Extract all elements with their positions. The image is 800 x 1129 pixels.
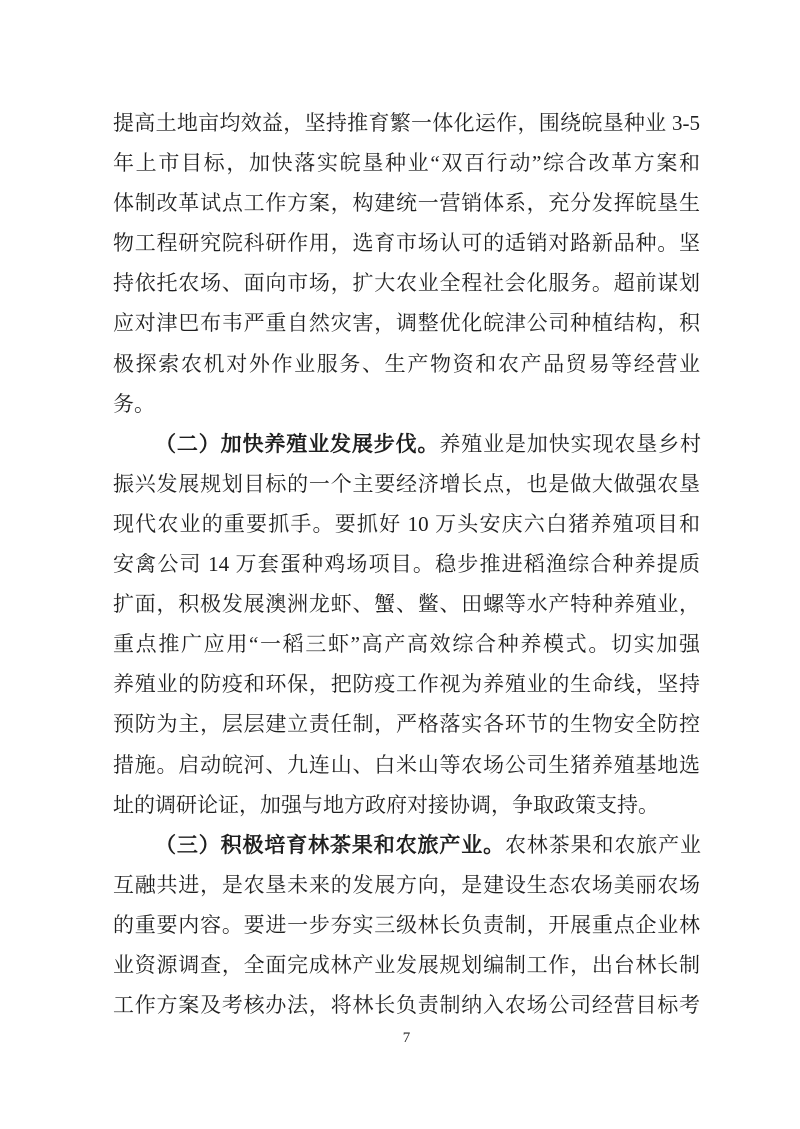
- text-line: [113, 344, 700, 384]
- body-text: 体制改革试点工作方案，构建统一营销体系，充分发挥皖垦生: [113, 191, 700, 216]
- text-line: [113, 143, 700, 183]
- body-text: 预防为主，层层建立责任制，严格落实各环节的生物安全防控: [113, 712, 700, 737]
- section-heading-text: （三）积极培育林茶果和农旅产业。: [155, 832, 505, 857]
- body-text: 的重要内容。要进一步夯实三级林长负责制，开展重点企业林: [113, 912, 700, 937]
- text-line: [113, 263, 700, 303]
- body-text: 工作方案及考核办法，将林长负责制纳入农场公司经营目标考: [113, 993, 700, 1018]
- body-text: 安禽公司 14 万套蛋种鸡场项目。稳步推进稻渔综合种养提质: [113, 552, 700, 577]
- body-text: 养殖业是加快实现农垦乡村: [439, 431, 700, 456]
- text-line: [113, 103, 700, 143]
- text-line: [113, 664, 700, 704]
- body-text: 扩面，积极发展澳洲龙虾、蟹、鳖、田螺等水产特种养殖业，: [113, 592, 700, 617]
- text-line: [113, 985, 700, 1025]
- body-text: 务。: [113, 391, 155, 416]
- text-line: [113, 544, 700, 584]
- body-text: 养殖业的防疫和环保，把防疫工作视为养殖业的生命线，坚持: [113, 672, 700, 697]
- body-text: 持依托农场、面向市场，扩大农业全程社会化服务。超前谋划: [113, 271, 700, 296]
- text-line: [113, 424, 700, 464]
- text-line: [113, 384, 700, 424]
- text-line: [113, 704, 700, 744]
- document-body: [113, 103, 700, 1025]
- body-text: 提高土地亩均效益，坚持推育繁一体化运作，围绕皖垦种业 3-5: [113, 111, 700, 135]
- body-text: 重点推广应用“一稻三虾”高产高效综合种养模式。切实加强: [113, 632, 700, 657]
- body-text: 应对津巴布韦严重自然灾害，调整优化皖津公司种植结构，积: [113, 311, 700, 336]
- text-line: [113, 785, 700, 825]
- body-text: 极探索农机对外作业服务、生产物资和农产品贸易等经营业: [113, 351, 700, 376]
- body-text: 址的调研论证，加强与地方政府对接协调，争取政策支持。: [113, 792, 659, 817]
- body-text: 措施。启动皖河、九连山、白米山等农场公司生猪养殖基地选: [113, 752, 700, 777]
- paragraph: [113, 103, 700, 424]
- body-text: 互融共进，是农垦未来的发展方向，是建设生态农场美丽农场: [113, 872, 700, 897]
- body-text: 现代农业的重要抓手。要抓好 10 万头安庆六白猪养殖项目和: [113, 511, 700, 536]
- text-line: [113, 183, 700, 223]
- body-text: 农林茶果和农旅产业: [505, 832, 700, 857]
- body-text: 年上市目标，加快落实皖垦种业“双百行动”综合改革方案和: [113, 151, 700, 176]
- text-line: [113, 584, 700, 624]
- text-line: [113, 624, 700, 664]
- text-line: [113, 504, 700, 544]
- page-number: 7: [402, 1030, 411, 1046]
- text-line: [113, 223, 700, 263]
- text-line: [113, 945, 700, 985]
- text-line: [113, 905, 700, 945]
- text-line: [113, 745, 700, 785]
- text-line: [113, 865, 700, 905]
- text-line: [113, 464, 700, 504]
- text-line: [113, 303, 700, 343]
- body-text: 物工程研究院科研作用，选育市场认可的适销对路新品种。坚: [113, 231, 700, 256]
- body-text: 业资源调查，全面完成林产业发展规划编制工作，出台林长制: [113, 952, 700, 977]
- body-text: 振兴发展规划目标的一个主要经济增长点，也是做大做强农垦: [113, 471, 700, 496]
- section-heading-text: （二）加快养殖业发展步伐。: [155, 431, 440, 456]
- text-line: [113, 825, 700, 865]
- paragraph: [113, 424, 700, 825]
- paragraph: [113, 825, 700, 1025]
